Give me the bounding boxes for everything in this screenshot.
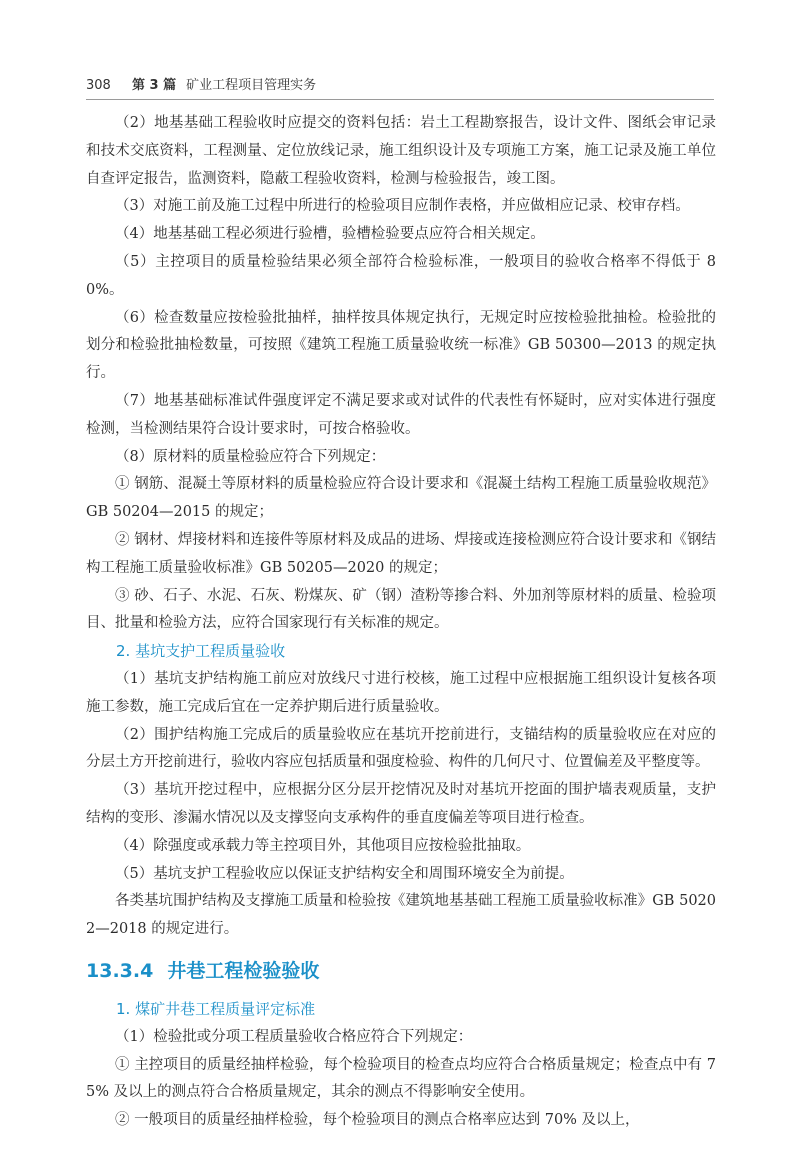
paragraph-retaining-acceptance: （2）围护结构施工完成后的质量验收应在基坑开挖前进行，支锚结构的质量验收应在对应的分层土方开挖前进行，验收内容应包括质量和强度检验、构件的几何尺寸、位置偏差及平整度等。 xyxy=(86,726,716,771)
paragraph-safety-premise: （5）基坑支护工程验收应以保证支护结构安全和周围环境安全为前提。 xyxy=(115,865,574,882)
paragraph-foundation-documents: （2）地基基础工程验收时应提交的资料包括：岩土工程勘察报告，设计文件、图纸会审记录和技术交底资料，工程测量、定位放线记录，施工组织设计及专项施工方案，施工记录及施工单位自查评定报告，监测资料，隐蔽工程验收资料，检测与检验报告，竣工图。 xyxy=(86,115,716,187)
list-item-main-control: ① 主控项目的质量经抽样检验，每个检验项目的检查点均应符合合格质量规定；检查点中有 75% 及以上的测点符合合格质量规定，其余的测点不得影响安全使用。 xyxy=(86,1056,716,1101)
list-item-concrete: ① 钢筋、混凝土等原材料的质量检验应符合设计要求和《混凝土结构工程施工质量验收规范》GB 50204—2015 的规定； xyxy=(86,476,716,521)
paragraph-batch-sampling: （4）除强度或承载力等主控项目外，其他项目应按检验批抽取。 xyxy=(115,837,531,854)
paragraph-inspection-forms: （3）对施工前及施工过程中所进行的检验项目应制作表格，并应做相应记录、校审存档。 xyxy=(115,198,690,215)
page-number: 308 xyxy=(86,78,111,93)
subsection-heading-coal-mine: 1. 煤矿井巷工程质量评定标准 xyxy=(116,999,316,1018)
paragraph-standard-reference: 各类基坑围护结构及支撑施工质量和检验按《建筑地基基础工程施工质量验收标准》GB 50202—2018 的规定进行。 xyxy=(86,893,716,938)
paragraph-raw-materials: （8）原材料的质量检验应符合下列规定： xyxy=(115,448,386,465)
list-item-general-items: ② 一般项目的质量经抽样检验，每个检验项目的测点合格率应达到 70% 及以上， xyxy=(115,1112,640,1129)
paragraph-excavation-checks: （3）基坑开挖过程中，应根据分区分层开挖情况及时对基坑开挖面的围护墙表观质量，支护结构的变形、渗漏水情况以及支撑竖向支承构件的垂直度偏差等项目进行检查。 xyxy=(86,782,716,826)
book-title: 矿业工程项目管理实务 xyxy=(186,78,317,93)
paragraph-sampling-quantity: （6）检查数量应按检验批抽样，抽样按具体规定执行，无规定时应按检验批抽检。检验批的划分和检验批抽检数量，可按照《建筑工程施工质量验收统一标准》GB 50300—2013 的规定执行。 xyxy=(86,309,716,382)
body-content xyxy=(86,110,716,1135)
section-heading-foundation-pit: 2. 基坑支护工程质量验收 xyxy=(116,642,286,661)
list-item-aggregates: ③ 砂、石子、水泥、石灰、粉煤灰、矿（钢）渣粉等掺合料、外加剂等原材料的质量、检验项目、批量和检验方法，应符合国家现行有关标准的规定。 xyxy=(86,587,716,632)
section-number: 13.3.4 xyxy=(86,959,154,982)
paragraph-pit-layout-check: （1）基坑支护结构施工前应对放线尺寸进行校核，施工过程中应根据施工组织设计复核各项施工参数，施工完成后宜在一定养护期后进行质量验收。 xyxy=(86,670,716,715)
list-item-steel: ② 钢材、焊接材料和连接件等原材料及成品的进场、焊接或连接检测应符合设计要求和《钢结构工程施工质量验收标准》GB 50205—2020 的规定； xyxy=(86,531,716,576)
running-header xyxy=(86,74,316,94)
paragraph-trench-inspection: （4）地基基础工程必须进行验槽，验槽检验要点应符合相关规定。 xyxy=(115,226,545,243)
paragraph-specimen-strength: （7）地基基础标准试件强度评定不满足要求或对试件的代表性有怀疑时，应对实体进行强度检测，当检测结果符合设计要求时，可按合格验收。 xyxy=(86,392,716,437)
paragraph-batch-acceptance: （1）检验批或分项工程质量验收合格应符合下列规定： xyxy=(115,1028,473,1045)
header-rule xyxy=(86,99,714,100)
part-label: 第 3 篇 xyxy=(132,78,177,93)
section-title-13-3-4 xyxy=(86,956,716,986)
section-title-text: 井巷工程检验验收 xyxy=(167,959,320,982)
paragraph-main-items: （5）主控项目的质量检验结果必须全部符合检验标准，一般项目的验收合格率不得低于 80%。 xyxy=(86,253,716,298)
